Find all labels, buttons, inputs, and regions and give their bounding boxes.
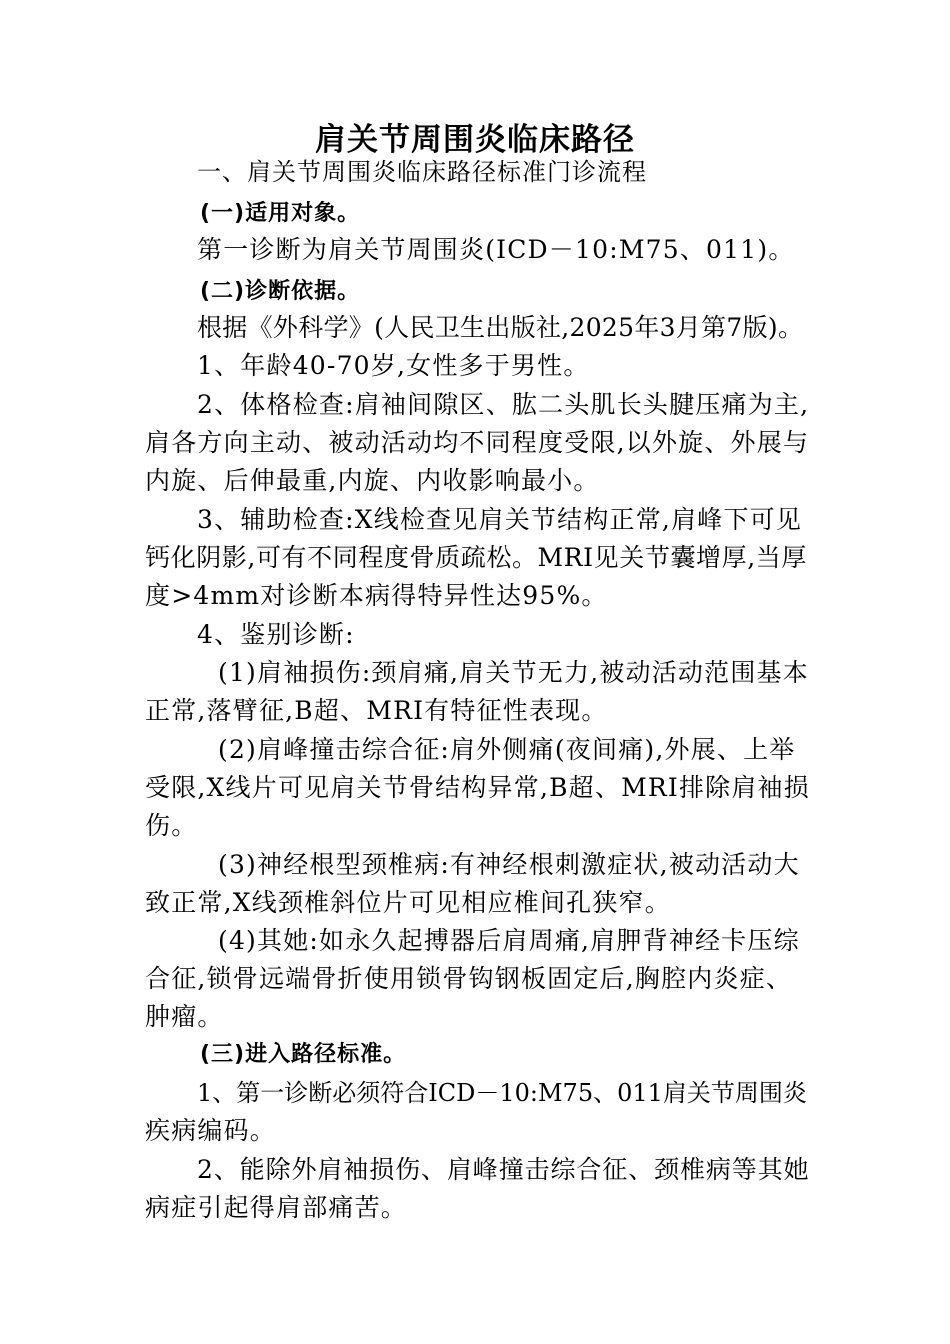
differential-2-line2: 受限,X线片可见肩关节骨结构异常,B超、MRI排除肩袖损 [145, 773, 810, 802]
entry-criterion-2-line2: 病症引起得肩部痛苦。 [145, 1193, 408, 1222]
list-item-aux-line2: 钙化阴影,可有不同程度骨质疏松。MRI见关节囊增厚,当厚 [145, 543, 807, 572]
list-item-differential: 4、鉴别诊断: [197, 620, 355, 649]
section-heading-1: 一、肩关节周围炎临床路径标准门诊流程 [197, 158, 647, 186]
document-title: 肩关节周围炎临床路径 [315, 122, 635, 158]
differential-1-line1: (1)肩袖损伤:颈肩痛,肩关节无力,被动活动范围基本 [218, 658, 809, 687]
subsection-heading-diagnosis: (二)诊断依据。 [200, 279, 361, 304]
differential-3-line2: 致正常,X线颈椎斜位片可见相应椎间孔狭窄。 [145, 888, 671, 917]
list-item-exam-line3: 内旋、后伸最重,内旋、内收影响最小。 [145, 466, 600, 495]
list-item-aux-line3: 度>4mm对诊断本病得特异性达95%。 [145, 581, 608, 610]
paragraph-source: 根据《外科学》(人民卫生出版社,2025年3月第7版)。 [197, 313, 804, 342]
list-item-exam-line2: 肩各方向主动、被动活动均不同程度受限,以外旋、外展与 [145, 428, 810, 457]
differential-2-line3: 伤。 [145, 811, 198, 840]
differential-3-line1: (3)神经根型颈椎病:有神经根刺激症状,被动活动大 [218, 850, 800, 879]
list-item-aux-line1: 3、辅助检查:X线检查见肩关节结构正常,肩峰下可见 [197, 505, 803, 534]
entry-criterion-1-line2: 疾病编码。 [145, 1116, 277, 1145]
differential-4-line1: (4)其她:如永久起搏器后肩周痛,肩胛背神经卡压综 [218, 926, 800, 955]
entry-criterion-1-line1: 1、第一诊断必须符合ICD－10:M75、011肩关节周围炎 [197, 1079, 807, 1107]
differential-1-line2: 正常,落臂征,B超、MRI有特征性表现。 [145, 696, 608, 725]
subsection-heading-entry: (三)进入路径标准。 [200, 1042, 407, 1067]
list-item-exam-line1: 2、体格检查:肩袖间隙区、肱二头肌长头腱压痛为主, [197, 390, 810, 419]
differential-4-line3: 肿瘤。 [145, 1002, 224, 1031]
paragraph-applicable: 第一诊断为肩关节周围炎(ICD－10:M75、011)。 [197, 235, 795, 264]
differential-4-line2: 合征,锁骨远端骨折使用锁骨钩钢板固定后,胸腔内炎症、 [145, 964, 793, 993]
differential-2-line1: (2)肩峰撞击综合征:肩外侧痛(夜间痛),外展、上举 [218, 735, 796, 764]
subsection-heading-applicable: (一)适用对象。 [200, 201, 361, 226]
entry-criterion-2-line1: 2、能除外肩袖损伤、肩峰撞击综合征、颈椎病等其她 [197, 1155, 810, 1184]
list-item-age: 1、年龄40-70岁,女性多于男性。 [197, 351, 590, 380]
